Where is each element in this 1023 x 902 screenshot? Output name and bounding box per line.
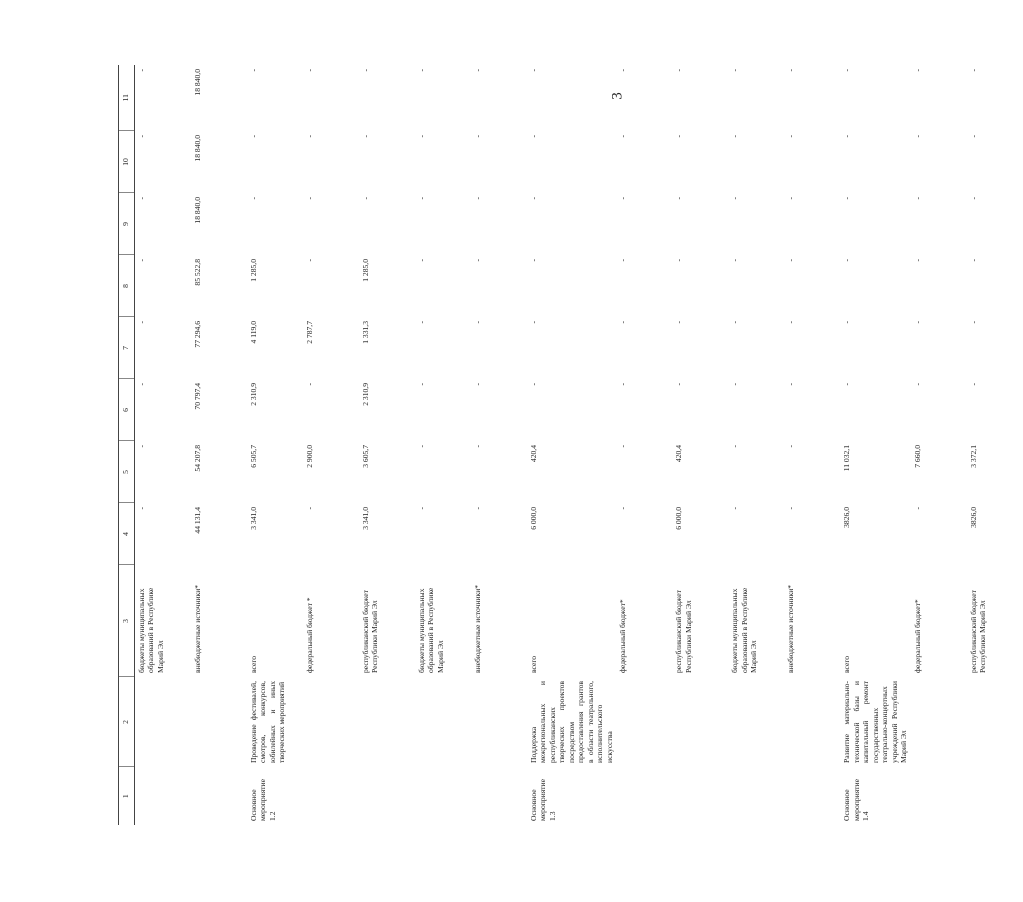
source-cell: всего xyxy=(529,655,538,673)
value-cell: 70 797,4 xyxy=(193,383,202,410)
description-cell: Поддержка межрегиональных и республиканских творческих проектов посредством предоставления грантов в области театрального, исполнительского искусства xyxy=(529,681,614,763)
value-cell: 18 840,0 xyxy=(193,69,202,96)
page-number: 3 xyxy=(609,92,626,100)
value-cell: - xyxy=(473,197,482,200)
value-cell: - xyxy=(730,259,740,262)
value-cell: - xyxy=(618,383,628,386)
column-header: 5 xyxy=(119,441,135,503)
table-row xyxy=(247,65,303,825)
column-header: 10 xyxy=(119,131,135,193)
column-header: 11 xyxy=(119,65,135,131)
table-row xyxy=(911,65,967,825)
source-cell: внебюджетные источники* xyxy=(473,584,482,673)
table-row xyxy=(303,65,359,825)
value-cell: - xyxy=(618,197,628,200)
value-cell: - xyxy=(912,507,922,510)
source-cell: бюджеты муниципальных образований в Республике Марий Эл xyxy=(417,587,445,673)
value-cell: - xyxy=(968,321,978,324)
value-cell: - xyxy=(473,69,482,72)
activity-cell xyxy=(967,767,1023,825)
value-cell: - xyxy=(137,321,146,324)
value-cell: - xyxy=(473,383,482,386)
activity-cell: Основное мероприятие 1.2 xyxy=(249,779,277,821)
value-cell: 3826,0 xyxy=(842,507,852,528)
value-cell: - xyxy=(361,135,370,138)
value-cell: 6 000,0 xyxy=(674,507,684,530)
value-cell: - xyxy=(968,259,978,262)
activity-cell: Основное мероприятие 1.3 xyxy=(529,779,557,821)
description-cell xyxy=(784,677,840,767)
activity-cell xyxy=(911,767,967,825)
activity-cell xyxy=(672,767,728,825)
value-cell: - xyxy=(912,259,922,262)
value-cell: - xyxy=(912,69,922,72)
value-cell: - xyxy=(529,135,538,138)
header-row xyxy=(119,65,135,825)
table-row xyxy=(359,65,415,825)
column-header: 6 xyxy=(119,379,135,441)
value-cell: - xyxy=(529,383,538,386)
value-cell: - xyxy=(842,259,852,262)
value-cell: 85 522,8 xyxy=(193,259,202,286)
value-cell: - xyxy=(968,69,978,72)
source-cell: внебюджетные источники* xyxy=(193,584,202,673)
value-cell: - xyxy=(529,259,538,262)
value-cell: 420,4 xyxy=(529,445,538,463)
activity-cell xyxy=(471,767,527,825)
value-cell: 2 787,7 xyxy=(305,321,314,344)
source-cell: всего xyxy=(842,655,852,673)
activity-cell xyxy=(784,767,840,825)
value-cell: - xyxy=(305,259,314,262)
value-cell: - xyxy=(912,135,922,138)
source-cell: внебюджетные источники* xyxy=(786,584,796,673)
value-cell: - xyxy=(305,507,314,510)
activity-cell: Основное мероприятие 1.4 xyxy=(842,779,871,821)
value-cell: 18 840,0 xyxy=(193,135,202,162)
column-header: 4 xyxy=(119,503,135,565)
value-cell: 3 372,1 xyxy=(968,445,978,468)
value-cell: - xyxy=(674,197,684,200)
table-row xyxy=(840,65,910,825)
table-row xyxy=(967,65,1023,825)
table-row xyxy=(191,65,247,825)
activity-cell xyxy=(191,767,247,825)
value-cell: - xyxy=(249,69,258,72)
table-row xyxy=(527,65,616,825)
source-cell: федеральный бюджет * xyxy=(305,597,314,673)
value-cell: 44 131,4 xyxy=(193,507,202,534)
column-header: 8 xyxy=(119,255,135,317)
value-cell: - xyxy=(361,197,370,200)
value-cell: - xyxy=(529,69,538,72)
value-cell: - xyxy=(137,69,146,72)
value-cell: - xyxy=(786,321,796,324)
source-cell: бюджеты муниципальных образований в Республике Марий Эл xyxy=(730,587,759,673)
activity-cell xyxy=(415,767,471,825)
value-cell: - xyxy=(137,445,146,448)
value-cell: - xyxy=(417,321,426,324)
value-cell: 54 207,8 xyxy=(193,445,202,472)
source-cell: республиканский бюджет Республики Марий Эл xyxy=(674,590,693,673)
value-cell: 2 900,0 xyxy=(305,445,314,468)
value-cell: - xyxy=(137,259,146,262)
activity-cell xyxy=(135,767,192,825)
value-cell: - xyxy=(842,321,852,324)
description-cell xyxy=(967,677,1023,767)
description-cell xyxy=(911,677,967,767)
value-cell: - xyxy=(618,445,628,448)
value-cell: - xyxy=(529,197,538,200)
value-cell: 3 341,0 xyxy=(361,507,370,530)
value-cell: - xyxy=(417,135,426,138)
value-cell: 77 294,6 xyxy=(193,321,202,348)
value-cell: - xyxy=(674,69,684,72)
description-cell: Проведение фестивалей, смотров, конкурсов, юбилейных и иных творческих мероприятий xyxy=(249,681,287,763)
value-cell: - xyxy=(618,321,628,324)
value-cell: 7 660,0 xyxy=(912,445,922,468)
value-cell: - xyxy=(730,135,740,138)
value-cell: - xyxy=(137,135,146,138)
value-cell: - xyxy=(305,69,314,72)
value-cell: 1 285,0 xyxy=(249,259,258,282)
value-cell: - xyxy=(137,383,146,386)
value-cell: - xyxy=(730,197,740,200)
value-cell: 2 310,9 xyxy=(361,383,370,406)
source-cell: федеральный бюджет* xyxy=(618,599,628,673)
source-cell: всего xyxy=(249,655,258,673)
description-cell: Развитие материально-технической базы и капитальный ремонт государственных театрально-концертных учреждений Республики Марий Эл xyxy=(842,681,909,763)
description-cell xyxy=(415,677,471,767)
value-cell: - xyxy=(786,197,796,200)
value-cell: - xyxy=(674,321,684,324)
value-cell: - xyxy=(473,259,482,262)
description-cell xyxy=(728,677,784,767)
value-cell: - xyxy=(473,445,482,448)
value-cell: - xyxy=(618,259,628,262)
value-cell: 420,4 xyxy=(674,445,684,463)
table-row xyxy=(616,65,672,825)
value-cell: - xyxy=(674,259,684,262)
value-cell: - xyxy=(730,69,740,72)
value-cell: - xyxy=(618,507,628,510)
value-cell: - xyxy=(968,135,978,138)
column-header: 1 xyxy=(119,767,135,825)
value-cell: - xyxy=(473,507,482,510)
value-cell: - xyxy=(473,135,482,138)
value-cell: - xyxy=(968,197,978,200)
value-cell: - xyxy=(730,321,740,324)
activity-cell xyxy=(359,767,415,825)
value-cell: 11 032,1 xyxy=(842,445,852,472)
value-cell: - xyxy=(842,197,852,200)
value-cell: - xyxy=(786,507,796,510)
source-cell: федеральный бюджет* xyxy=(912,599,922,673)
value-cell: 6 505,7 xyxy=(249,445,258,468)
value-cell: 1 285,0 xyxy=(361,259,370,282)
source-cell: республиканский бюджет Республики Марий Эл xyxy=(968,590,988,673)
column-header: 7 xyxy=(119,317,135,379)
description-cell xyxy=(303,677,359,767)
value-cell: - xyxy=(417,197,426,200)
value-cell: 2 310,9 xyxy=(249,383,258,406)
activity-cell xyxy=(303,767,359,825)
value-cell: - xyxy=(912,321,922,324)
value-cell: - xyxy=(842,135,852,138)
rotated-table-sheet xyxy=(118,65,988,825)
value-cell: - xyxy=(249,197,258,200)
table-row xyxy=(728,65,784,825)
value-cell: 4 119,0 xyxy=(249,321,258,344)
column-header: 3 xyxy=(119,565,135,677)
value-cell: - xyxy=(730,507,740,510)
value-cell: - xyxy=(786,383,796,386)
value-cell: - xyxy=(417,383,426,386)
source-cell: бюджеты муниципальных образований в Республике Марий Эл xyxy=(137,587,165,673)
value-cell: - xyxy=(968,383,978,386)
value-cell: - xyxy=(137,507,146,510)
value-cell: 3 605,7 xyxy=(361,445,370,468)
source-cell: республиканский бюджет Республики Марий Эл xyxy=(361,590,380,673)
value-cell: - xyxy=(786,259,796,262)
table-row xyxy=(415,65,471,825)
description-cell xyxy=(616,677,672,767)
value-cell: - xyxy=(305,383,314,386)
column-header: 9 xyxy=(119,193,135,255)
value-cell: - xyxy=(305,197,314,200)
value-cell: - xyxy=(842,69,852,72)
value-cell: - xyxy=(417,507,426,510)
description-cell xyxy=(135,677,192,767)
value-cell: - xyxy=(618,135,628,138)
value-cell: - xyxy=(137,197,146,200)
value-cell: - xyxy=(730,383,740,386)
value-cell: - xyxy=(529,321,538,324)
value-cell: - xyxy=(417,445,426,448)
table-body xyxy=(119,65,1023,825)
value-cell: - xyxy=(249,135,258,138)
value-cell: 3826,0 xyxy=(968,507,978,528)
value-cell: - xyxy=(417,259,426,262)
description-cell xyxy=(471,677,527,767)
description-cell xyxy=(672,677,728,767)
value-cell: 1 331,3 xyxy=(361,321,370,344)
value-cell: - xyxy=(786,135,796,138)
table-row xyxy=(784,65,840,825)
value-cell: - xyxy=(912,197,922,200)
value-cell: 18 840,0 xyxy=(193,197,202,224)
description-cell xyxy=(191,677,247,767)
value-cell: - xyxy=(674,383,684,386)
activity-cell xyxy=(728,767,784,825)
table-row xyxy=(471,65,527,825)
value-cell: - xyxy=(618,69,628,72)
table-row xyxy=(672,65,728,825)
value-cell: - xyxy=(361,69,370,72)
value-cell: - xyxy=(417,69,426,72)
value-cell: - xyxy=(305,135,314,138)
value-cell: - xyxy=(912,383,922,386)
column-header: 2 xyxy=(119,677,135,767)
table-row xyxy=(135,65,192,825)
value-cell: - xyxy=(842,383,852,386)
budget-table xyxy=(118,65,1023,825)
value-cell: - xyxy=(674,135,684,138)
value-cell: 6 000,0 xyxy=(529,507,538,530)
value-cell: - xyxy=(730,445,740,448)
value-cell: - xyxy=(786,69,796,72)
value-cell: - xyxy=(786,445,796,448)
description-cell xyxy=(359,677,415,767)
value-cell: - xyxy=(473,321,482,324)
value-cell: 3 341,0 xyxy=(249,507,258,530)
activity-cell xyxy=(616,767,672,825)
